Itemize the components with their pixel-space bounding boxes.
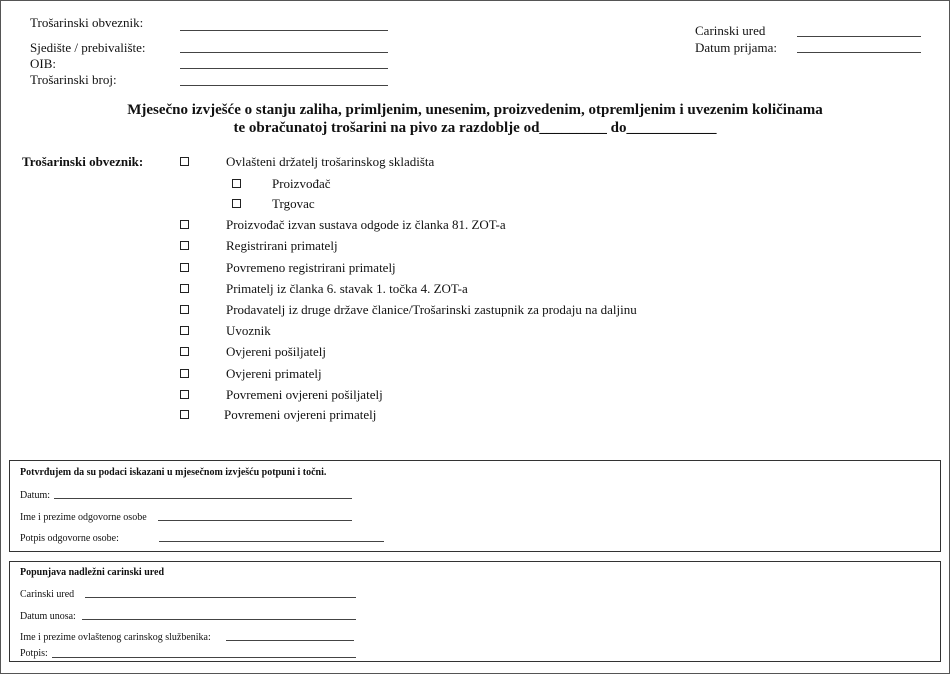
office-carinski-ured-field[interactable] xyxy=(85,597,356,598)
option-uvoznik: Uvoznik xyxy=(226,323,271,338)
confirmation-potpis-label: Potpis odgovorne osobe: xyxy=(20,533,119,544)
option-povremeno-registrirani: Povremeno registrirani primatelj xyxy=(226,260,396,275)
options-label: Trošarinski obveznik: xyxy=(22,154,144,169)
carinski-ured-label: Carinski ured xyxy=(695,23,766,38)
office-carinski-ured-label: Carinski ured xyxy=(20,589,75,600)
report-title-line2: te obračunatoj trošarini na pivo za razdoblje od_________ do____________ xyxy=(233,120,717,136)
office-datum-unosa-label: Datum unosa: xyxy=(20,611,76,622)
confirmation-datum-label: Datum: xyxy=(20,490,50,501)
oib-label: OIB: xyxy=(30,56,56,71)
option-ovjereni-posiljatelj: Ovjereni pošiljatelj xyxy=(226,344,327,359)
checkbox-uvoznik[interactable] xyxy=(180,326,189,335)
option-ovlasteni-drzatelj: Ovlašteni držatelj trošarinskog skladišta xyxy=(226,154,435,169)
checkbox-povremeno-registrirani[interactable] xyxy=(180,263,189,272)
datum-prijama-field[interactable] xyxy=(797,52,921,53)
office-potpis-label: Potpis: xyxy=(20,648,48,659)
checkbox-primatelj-clanak-6[interactable] xyxy=(180,284,189,293)
office-datum-unosa-field[interactable] xyxy=(82,619,356,620)
office-ime-field[interactable] xyxy=(226,640,354,641)
confirmation-heading: Potvrđujem da su podaci iskazani u mjesečnom izvješću potpuni i točni. xyxy=(20,467,327,478)
datum-prijama-label: Datum prijama: xyxy=(695,40,777,55)
option-registrirani-primatelj: Registrirani primatelj xyxy=(226,238,338,253)
confirmation-ime-field[interactable] xyxy=(158,520,352,521)
checkbox-povremeni-ovjereni-primatelj[interactable] xyxy=(180,410,189,419)
report-title-line1: Mjesečno izvješće o stanju zaliha, primljenim, unesenim, proizvedenim, otpremljenim i uvezenim količinama xyxy=(127,102,823,118)
confirmation-ime-label: Ime i prezime odgovorne osobe xyxy=(20,512,147,523)
checkbox-registrirani-primatelj[interactable] xyxy=(180,241,189,250)
option-prodavatelj: Prodavatelj iz druge države članice/Trošarinski zastupnik za prodaju na daljinu xyxy=(226,302,637,317)
option-trgovac: Trgovac xyxy=(272,196,315,211)
sjediste-label: Sjedište / prebivalište: xyxy=(30,40,146,55)
checkbox-trgovac[interactable] xyxy=(232,199,241,208)
checkbox-ovjereni-primatelj[interactable] xyxy=(180,369,189,378)
option-ovjereni-primatelj: Ovjereni primatelj xyxy=(226,366,322,381)
option-povremeni-ovjereni-primatelj: Povremeni ovjereni primatelj xyxy=(224,407,377,422)
checkbox-povremeni-ovjereni-posiljatelj[interactable] xyxy=(180,390,189,399)
option-primatelj-clanak-6: Primatelj iz članka 6. stavak 1. točka 4. ZOT-a xyxy=(226,281,468,296)
sjediste-field[interactable] xyxy=(180,52,388,53)
confirmation-potpis-field[interactable] xyxy=(159,541,384,542)
confirmation-datum-field[interactable] xyxy=(54,498,352,499)
trosarinski-broj-field[interactable] xyxy=(180,85,388,86)
option-proizvodac-izvan: Proizvođač izvan sustava odgode iz članka 81. ZOT-a xyxy=(226,217,506,232)
option-povremeni-ovjereni-posiljatelj: Povremeni ovjereni pošiljatelj xyxy=(226,387,383,402)
obveznik-label: Trošarinski obveznik: xyxy=(30,15,144,30)
office-ime-label: Ime i prezime ovlaštenog carinskog službenika: xyxy=(20,632,211,643)
trosarinski-broj-label: Trošarinski broj: xyxy=(30,72,117,87)
carinski-ured-field[interactable] xyxy=(797,36,921,37)
checkbox-prodavatelj[interactable] xyxy=(180,305,189,314)
office-potpis-field[interactable] xyxy=(52,657,356,658)
checkbox-ovjereni-posiljatelj[interactable] xyxy=(180,347,189,356)
checkbox-ovlasteni-drzatelj[interactable] xyxy=(180,157,189,166)
customs-office-heading: Popunjava nadležni carinski ured xyxy=(20,567,165,578)
oib-field[interactable] xyxy=(180,68,388,69)
checkbox-proizvodac-izvan[interactable] xyxy=(180,220,189,229)
option-proizvodac: Proizvođač xyxy=(272,176,331,191)
obveznik-field[interactable] xyxy=(180,30,388,31)
checkbox-proizvodac[interactable] xyxy=(232,179,241,188)
